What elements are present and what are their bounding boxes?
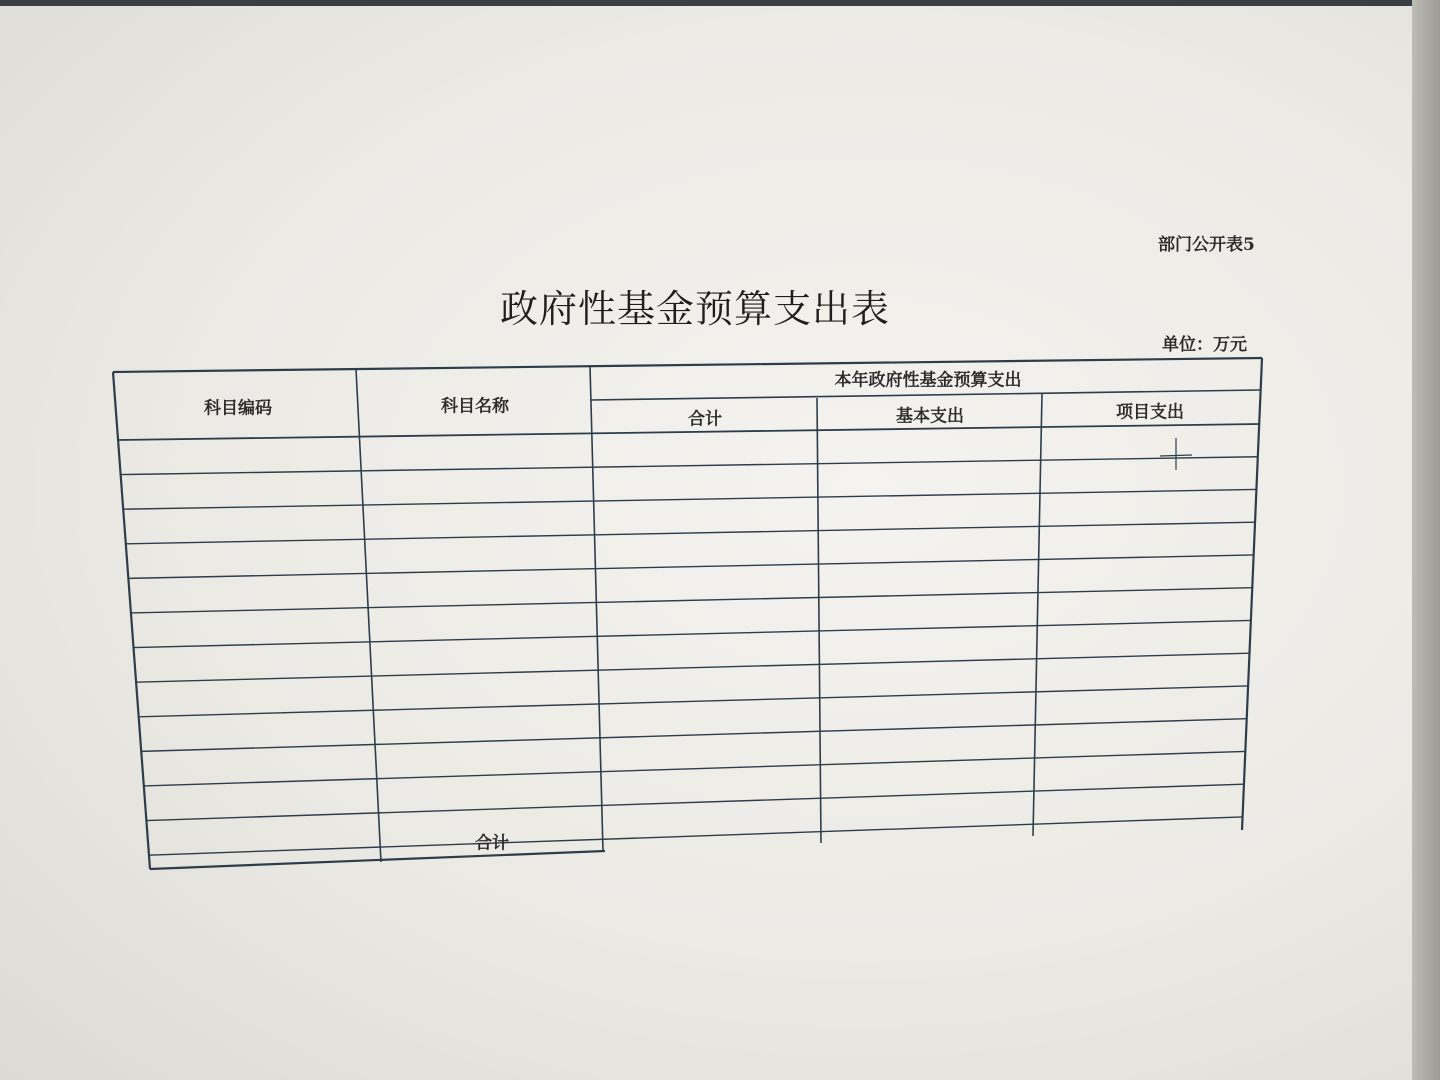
row-line-7 — [136, 653, 1249, 682]
header-basic-expenditure: 基本支出 — [896, 406, 964, 427]
row-line-8 — [139, 686, 1248, 717]
table-border-left — [113, 372, 150, 869]
column-divider-2 — [590, 366, 603, 851]
column-divider-1 — [356, 369, 381, 862]
unit-label: 单位：万元 — [1162, 335, 1247, 355]
table-border-top — [113, 358, 1262, 372]
table-border-bottom — [150, 851, 605, 869]
row-line-1 — [121, 457, 1258, 475]
table-border-right — [1242, 358, 1262, 830]
row-line-4 — [128, 555, 1253, 578]
row-line-12 — [149, 817, 1243, 855]
row-line-3 — [126, 522, 1255, 544]
row-line-6 — [133, 620, 1250, 647]
header-total: 合计 — [688, 409, 722, 430]
document-title: 政府性基金预算支出表 — [500, 287, 891, 331]
row-line-5 — [131, 588, 1252, 613]
row-line-2 — [123, 489, 1256, 509]
header-subject-name: 科目名称 — [441, 396, 509, 417]
row-line-9 — [141, 719, 1246, 752]
header-project-expenditure: 项目支出 — [1116, 402, 1184, 423]
header-current-year-group: 本年政府性基金预算支出 — [834, 370, 1022, 391]
column-divider-3 — [817, 398, 821, 843]
document-code: 部门公开表5 — [1158, 235, 1255, 255]
row-line-10 — [144, 751, 1245, 786]
row-line-11 — [146, 784, 1244, 820]
header-subject-code: 科目编码 — [204, 398, 272, 419]
total-row-label: 合计 — [475, 833, 509, 854]
cursor-crosshair-h — [1160, 455, 1192, 456]
